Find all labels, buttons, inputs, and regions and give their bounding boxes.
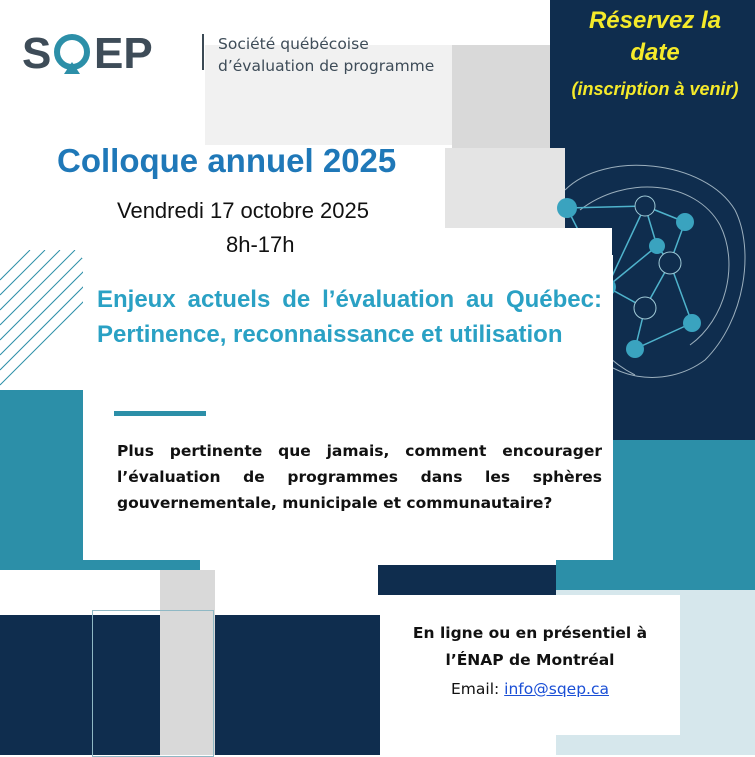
organization-name: [218, 33, 434, 77]
card-top-strip: [82, 228, 612, 258]
decorative-outline: [92, 610, 214, 757]
event-theme: Enjeux actuels de l’évaluation au Québec: Pertinence, reconnaissance et utilisation: [97, 286, 602, 348]
event-location: En ligne ou en présentiel à l’ÉNAP de Montréal: [412, 624, 648, 669]
diagonal-stripes: [0, 250, 95, 390]
email-label: Email:: [451, 680, 505, 698]
org-name-line1: Société québécoise: [218, 35, 369, 53]
email-link[interactable]: info@sqep.ca: [504, 680, 609, 698]
save-the-date-badge: [560, 6, 750, 102]
event-date: Vendredi 17 octobre 2025: [117, 198, 369, 223]
event-title: Colloque annuel 2025: [57, 142, 397, 179]
badge-line2: date: [630, 39, 680, 66]
event-question: Plus pertinente que jamais, comment encourager l’évaluation de programmes dans les sphères gouvernementale, municipale et communautaire?: [117, 442, 602, 512]
svg-text:S: S: [22, 29, 52, 78]
event-hours: 8h-17h: [226, 232, 295, 257]
sqep-logo: [22, 28, 177, 78]
logo-divider: [202, 34, 204, 70]
org-name-line2: d’évaluation de programme: [218, 57, 435, 75]
accent-divider: [114, 411, 206, 416]
badge-line3: (inscription à venir): [571, 79, 739, 99]
email-line: [382, 674, 678, 704]
svg-text:EP: EP: [94, 29, 153, 78]
badge-line1: Réservez la: [588, 7, 722, 34]
footer-info: [382, 620, 678, 704]
